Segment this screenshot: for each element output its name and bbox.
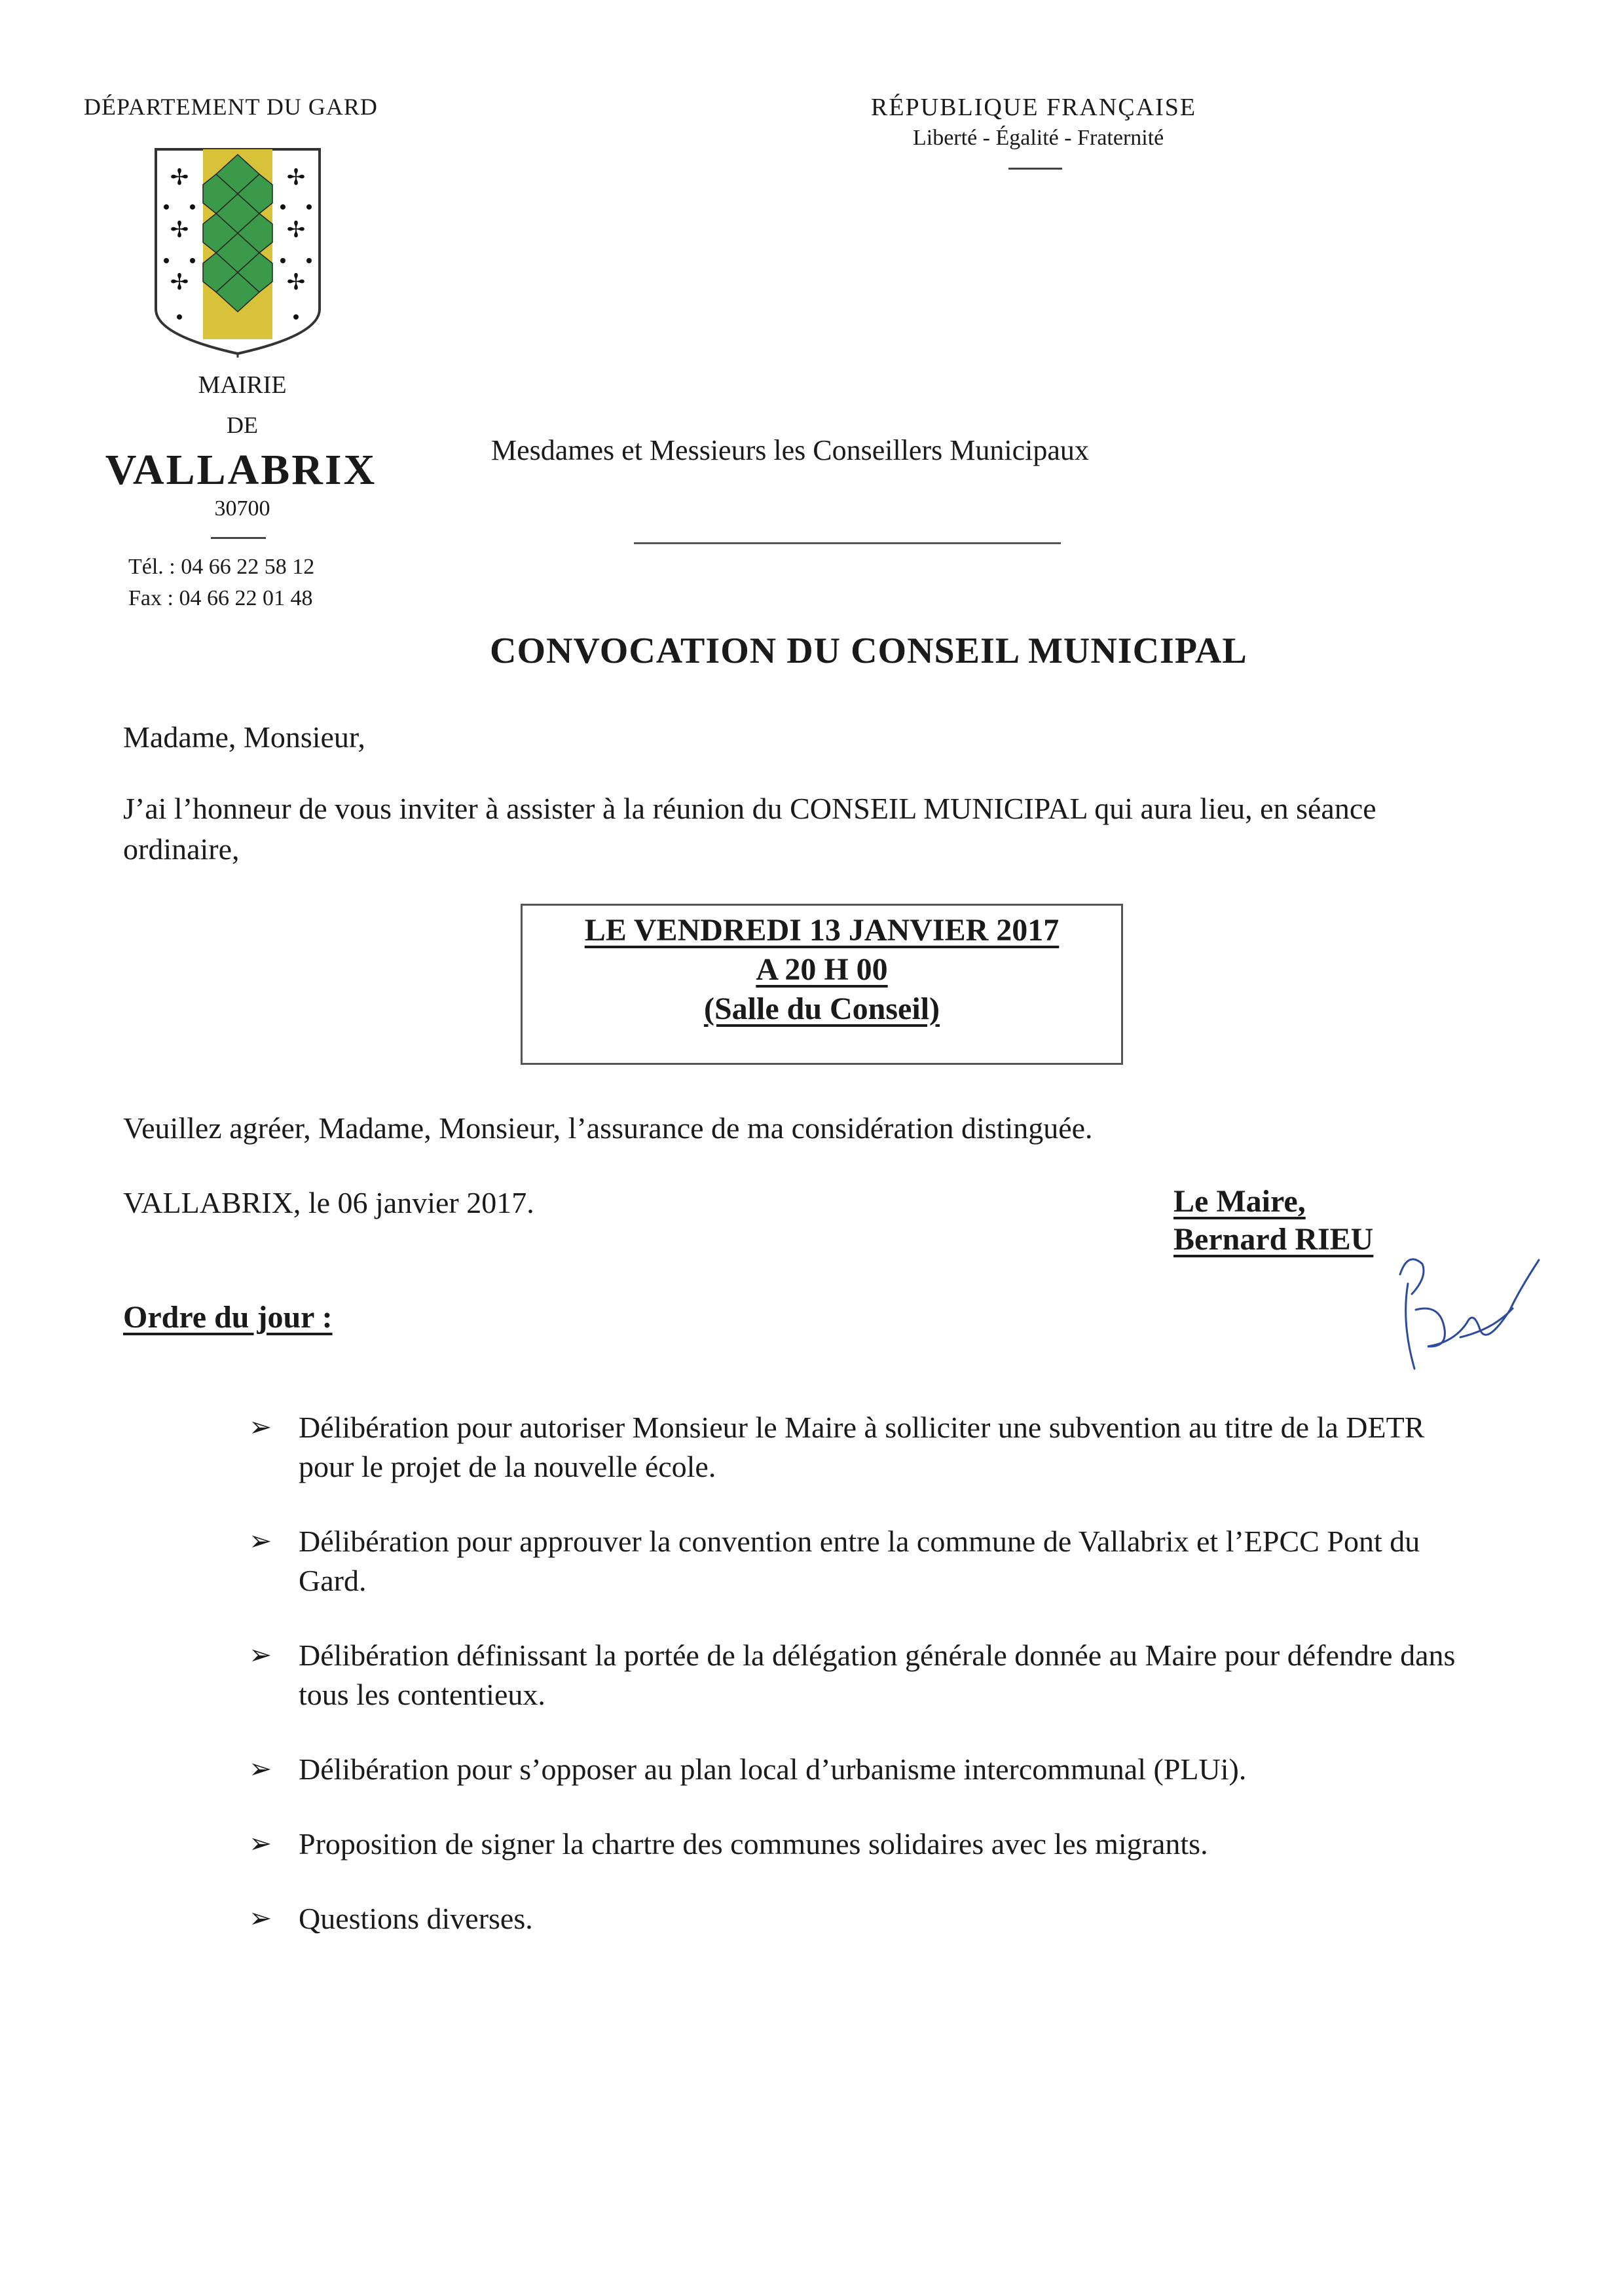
agenda-item	[249, 1522, 1480, 1601]
national-motto: Liberté - Égalité - Fraternité	[913, 126, 1164, 150]
arrow-bullet-icon: ➢	[249, 1527, 272, 1557]
town-name: VALLABRIX	[105, 446, 377, 494]
place-and-date: VALLABRIX, le 06 janvier 2017.	[123, 1186, 534, 1219]
svg-text:✢: ✢	[286, 217, 306, 243]
agenda-item-text: Délibération pour approuver la convention entre la commune de Vallabrix et l’EPCC Pont du Gard.	[299, 1525, 1420, 1597]
agenda-item-text: Proposition de signer la chartre des communes solidaires avec les migrants.	[299, 1827, 1208, 1861]
agenda-item	[249, 1750, 1480, 1789]
mairie-de-label: DE	[227, 412, 258, 438]
agenda-item-text: Délibération pour autoriser Monsieur le Maire à solliciter une subvention au titre de la DETR pour le projet de la nouvelle école.	[299, 1411, 1425, 1483]
arrow-bullet-icon: ➢	[249, 1754, 272, 1785]
contact-block	[128, 551, 314, 614]
coat-of-arms-icon	[152, 145, 323, 358]
meeting-details-box	[521, 904, 1123, 1065]
arrow-bullet-icon: ➢	[249, 1829, 272, 1859]
arrow-bullet-icon: ➢	[249, 1413, 272, 1443]
agenda-heading: Ordre du jour :	[123, 1300, 333, 1335]
signatory-role: Le Maire,	[1173, 1184, 1306, 1219]
greeting: Madame, Monsieur,	[123, 720, 365, 754]
svg-text:✢: ✢	[286, 269, 306, 295]
closing-formula: Veuillez agréer, Madame, Monsieur, l’assurance de ma considération distinguée.	[123, 1111, 1093, 1145]
agenda-item-text: Délibération définissant la portée de la délégation générale donnée au Maire pour défendre dans tous les contentieux.	[299, 1639, 1456, 1711]
handwritten-signature	[1382, 1231, 1545, 1382]
agenda-item-text: Questions diverses.	[299, 1902, 533, 1935]
agenda-item	[249, 1408, 1480, 1487]
svg-text:✢: ✢	[170, 269, 189, 295]
recipients-divider	[634, 542, 1061, 544]
arrow-bullet-icon: ➢	[249, 1640, 272, 1671]
svg-text:✢: ✢	[170, 217, 189, 243]
signatory-name: Bernard RIEU	[1173, 1222, 1374, 1257]
postcode: 30700	[214, 496, 270, 521]
phone-number: Tél. : 04 66 22 58 12	[128, 555, 315, 579]
svg-text:✢: ✢	[286, 164, 306, 191]
fax-number: Fax : 04 66 22 01 48	[128, 586, 313, 610]
meeting-time: A 20 H 00	[756, 952, 888, 987]
svg-text:✢: ✢	[170, 164, 189, 191]
document-title: CONVOCATION DU CONSEIL MUNICIPAL	[490, 631, 1247, 671]
agenda-item	[249, 1824, 1480, 1864]
meeting-room: (Salle du Conseil)	[703, 991, 940, 1026]
mairie-label: MAIRIE	[198, 371, 287, 399]
agenda-item	[249, 1899, 1480, 1938]
recipients-line: Mesdames et Messieurs les Conseillers Municipaux	[491, 434, 1089, 466]
intro-paragraph: J’ai l’honneur de vous inviter à assister à la réunion du CONSEIL MUNICIPAL qui aura lieu, en séance ordinaire,	[123, 792, 1376, 866]
arrow-bullet-icon: ➢	[249, 1904, 272, 1934]
agenda-item-text: Délibération pour s’opposer au plan local d’urbanisme intercommunal (PLUi).	[299, 1752, 1247, 1786]
contact-divider	[211, 537, 266, 539]
meeting-date: LE VENDREDI 13 JANVIER 2017	[584, 913, 1060, 948]
signatory-block	[1173, 1183, 1373, 1259]
motto-divider	[1008, 168, 1062, 170]
agenda-list	[249, 1408, 1480, 1974]
republic-header: RÉPUBLIQUE FRANÇAISE	[871, 94, 1197, 121]
department-header: DÉPARTEMENT DU GARD	[84, 94, 378, 120]
agenda-item	[249, 1636, 1480, 1714]
